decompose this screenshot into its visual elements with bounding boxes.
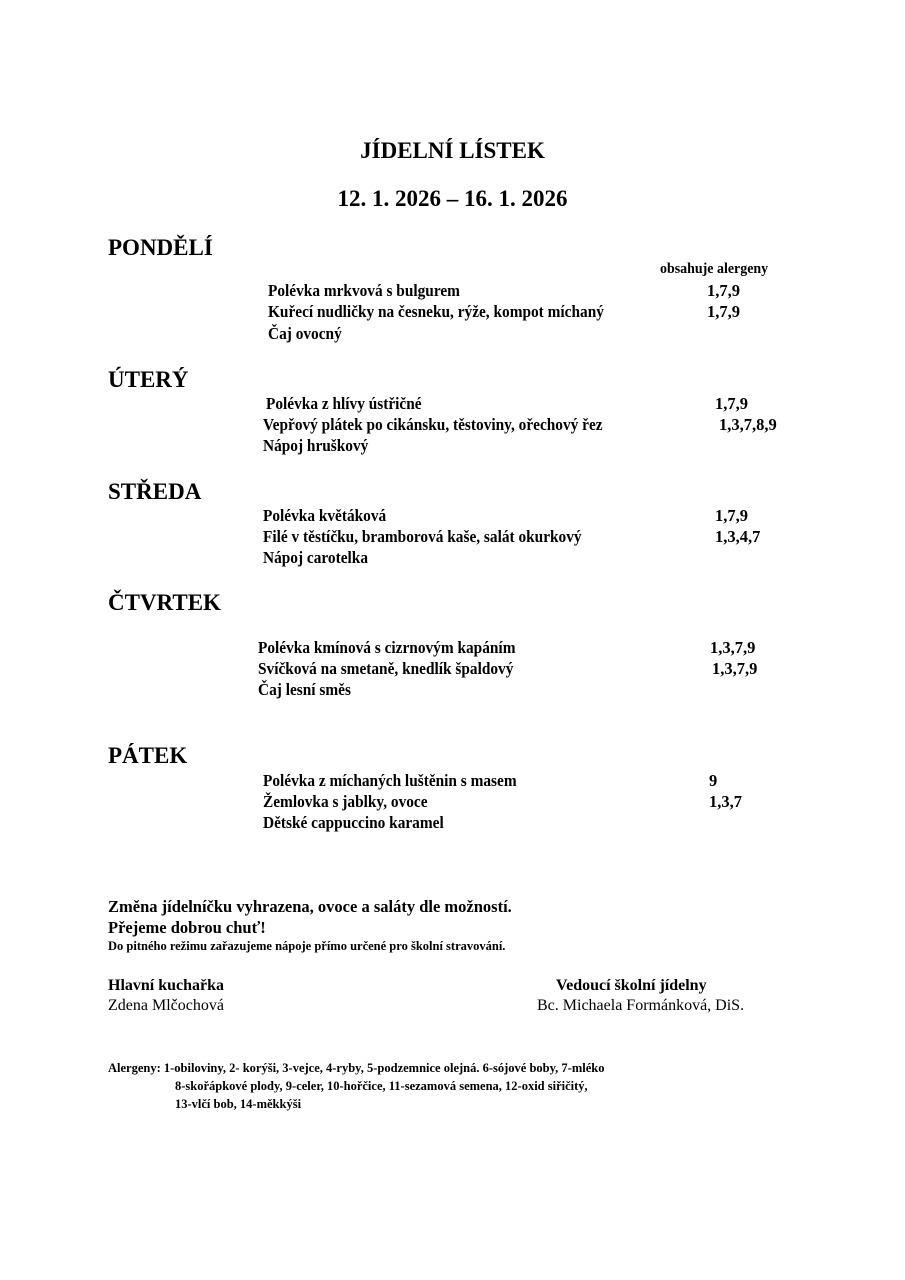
dish: Čaj ovocný (268, 324, 342, 343)
day-heading-thursday: ČTVRTEK (108, 590, 221, 615)
dish: Vepřový plátek po cikánsku, těstoviny, ořechový řez (263, 415, 603, 434)
allergens: 9 (709, 771, 718, 790)
allergens: 1,3,7,9 (710, 638, 756, 657)
day-heading-friday: PÁTEK (108, 743, 188, 768)
allergens: 1,3,7,8,9 (719, 415, 777, 434)
date-range: 12. 1. 2026 – 16. 1. 2026 (337, 186, 568, 211)
manager-title: Vedoucí školní jídelny (556, 977, 707, 994)
allergen-legend-line: 8-skořápkové plody, 9-celer, 10-hořčice, 11-sezamová semena, 12-oxid siřičitý, (175, 1079, 588, 1093)
dish: Nápoj carotelka (263, 548, 368, 567)
drinks-note: Do pitného režimu zařazujeme nápoje přímo určené pro školní stravování. (108, 939, 506, 953)
dish: Polévka z hlívy ústřičné (266, 394, 422, 413)
dish: Polévka mrkvová s bulgurem (268, 281, 460, 300)
dish: Žemlovka s jablky, ovoce (263, 792, 428, 811)
dish: Polévka z míchaných luštěnin s masem (263, 771, 517, 790)
wish-note: Přejeme dobrou chuť! (108, 918, 266, 937)
allergens: 1,7,9 (715, 394, 748, 413)
day-heading-monday: PONDĚLÍ (108, 235, 213, 260)
allergens: 1,3,4,7 (715, 527, 761, 546)
dish: Polévka kmínová s cizrnovým kapáním (258, 638, 516, 657)
cook-title: Hlavní kuchařka (108, 977, 225, 994)
allergens: 1,7,9 (707, 281, 740, 300)
dish: Čaj lesní směs (258, 680, 351, 699)
allergen-legend-line: 13-vlčí bob, 14-měkkýši (175, 1097, 302, 1111)
change-note: Změna jídelníčku vyhrazena, ovoce a saláty dle možností. (108, 897, 512, 916)
allergen-column-label: obsahuje alergeny (660, 261, 769, 277)
day-heading-tuesday: ÚTERÝ (108, 367, 189, 392)
allergens: 1,7,9 (707, 302, 740, 321)
dish: Dětské cappuccino karamel (263, 813, 444, 832)
page-title: JÍDELNÍ LÍSTEK (360, 138, 545, 163)
cook-name: Zdena Mlčochová (108, 997, 224, 1014)
allergens: 1,3,7,9 (712, 659, 758, 678)
dish: Kuřecí nudličky na česneku, rýže, kompot míchaný (268, 302, 604, 321)
allergens: 1,7,9 (715, 506, 748, 525)
allergens: 1,3,7 (709, 792, 742, 811)
dish: Polévka květáková (263, 506, 387, 525)
manager-name: Bc. Michaela Formánková, DiS. (537, 997, 745, 1014)
dish: Filé v těstíčku, bramborová kaše, salát okurkový (263, 527, 582, 546)
dish: Svíčková na smetaně, knedlík špaldový (258, 659, 514, 678)
allergen-legend-line: Alergeny: 1-obiloviny, 2- korýši, 3-vejce, 4-ryby, 5-podzemnice olejná. 6-sójové boby, 7-mléko (108, 1061, 605, 1075)
dish: Nápoj hruškový (263, 436, 369, 455)
day-heading-wednesday: STŘEDA (108, 479, 202, 504)
